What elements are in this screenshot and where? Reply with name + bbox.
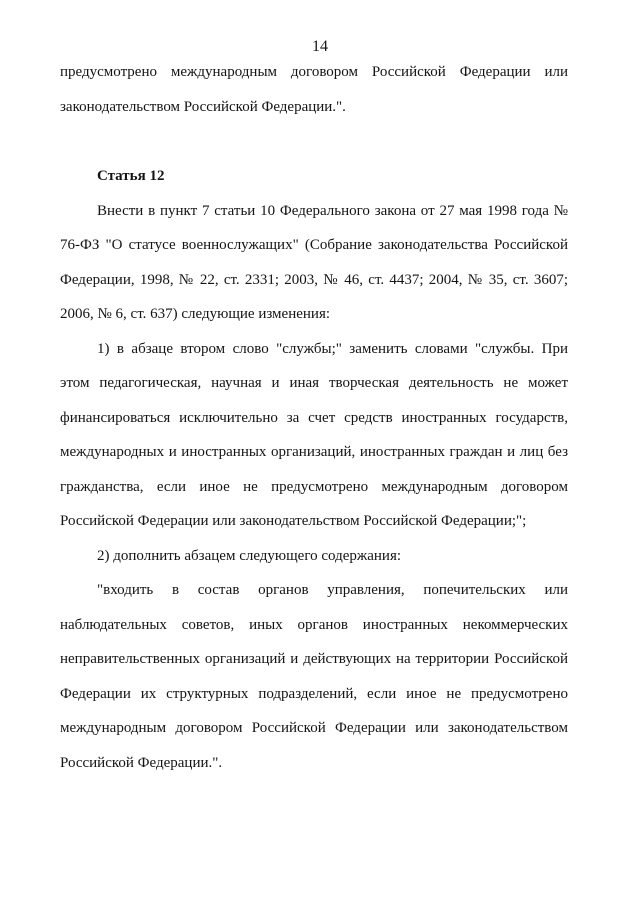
article-heading: Статья 12 bbox=[97, 168, 165, 184]
page-number: 14 bbox=[312, 38, 328, 55]
quoted-paragraph: "входить в состав органов управления, попечительских или наблюдательных советов, иных органов иностранных некоммерческих неправительственных организаций и действующих на территории Российской Федерации их структурных подразделений, если иное не предусмотрено международным договором Российской Федерации или законодательством Российской Федерации.". bbox=[60, 582, 568, 771]
amendment-item-2: 2) дополнить абзацем следующего содержания: bbox=[97, 547, 402, 564]
continuation-paragraph: предусмотрено международным договором Российской Федерации или законодательством Российской Федерации.". bbox=[60, 64, 568, 115]
document-body bbox=[60, 55, 568, 780]
intro-paragraph: Внести в пункт 7 статьи 10 Федерального закона от 27 мая 1998 года № 76-ФЗ "О статусе военнослужащих" (Собрание законодательства Российской Федерации, 1998, № 22, ст. 2331; 2003, № 46, ст. 4437; 2004, № 35, ст. 3607; 2006, № 6, ст. 637) следующие изменения: bbox=[60, 202, 568, 322]
amendment-item-1: 1) в абзаце втором слово "службы;" заменить словами "службы. При этом педагогическая, научная и иная творческая деятельность не может финансироваться исключительно за счет средств иностранных государств, международных и иностранных организаций, иностранных граждан и лиц без гражданства, если иное не предусмотрено международным договором Российской Федерации или законодательством Российской Федерации;"; bbox=[60, 340, 568, 529]
